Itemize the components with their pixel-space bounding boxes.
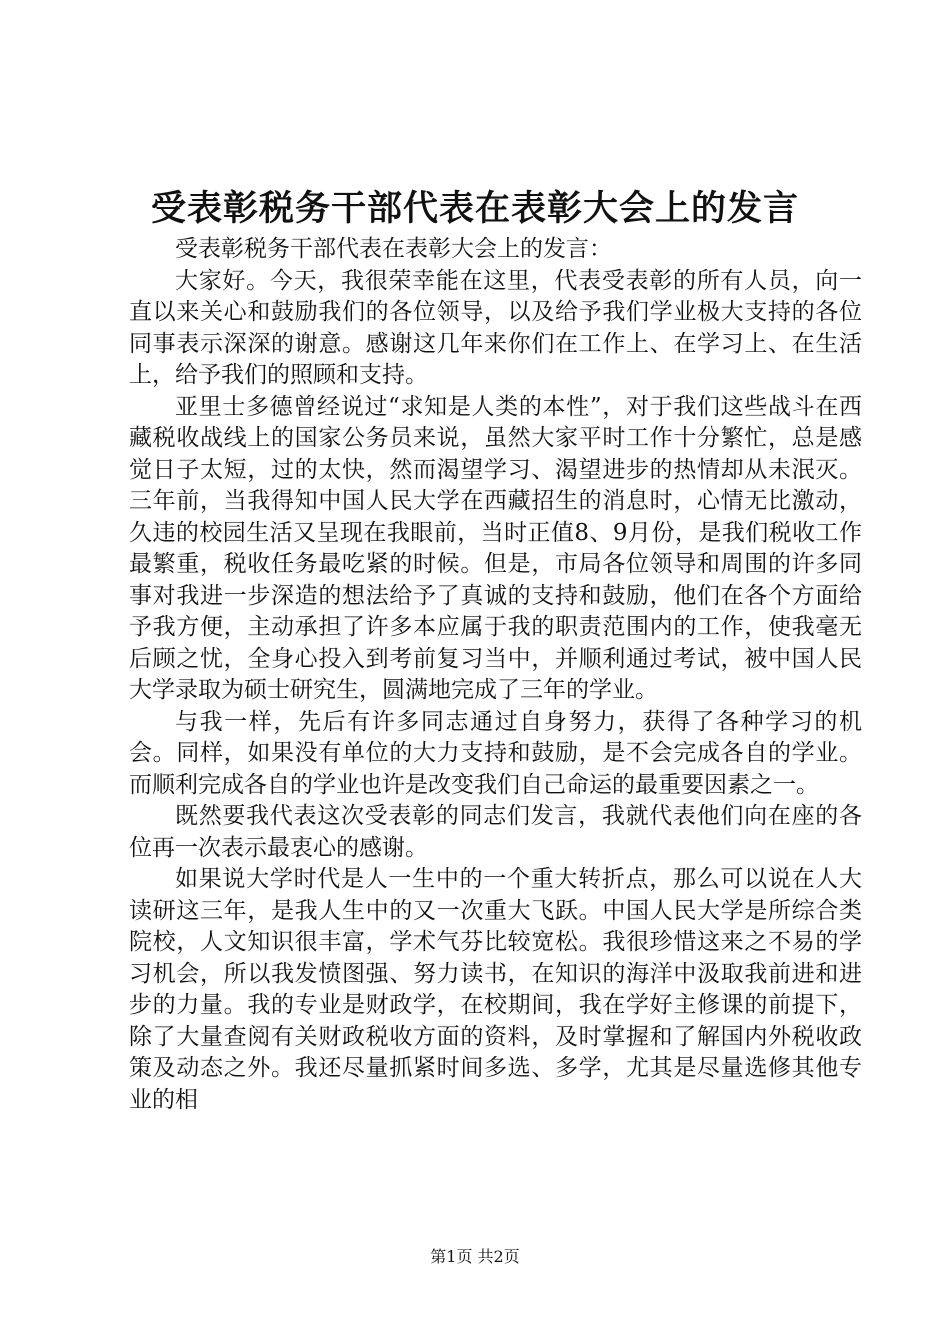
document-body	[129, 234, 862, 1116]
paragraph-aristotle: 亚里士多德曾经说过“求知是人类的本性”，对于我们这些战斗在西藏税收战线上的国家公务员来说，虽然大家平时工作十分繁忙，总是感觉日子太短，过的太快，然而渴望学习、渴望进步的热情却从未泯灭。三年前，当我得知中国人民大学在西藏招生的消息时，心情无比激动，久违的校园生活又呈现在我眼前，当时正值8、9月份，是我们税收工作最繁重，税收任务最吃紧的时候。但是，市局各位领导和周围的许多同事对我进一步深造的想法给予了真诚的支持和鼓励，他们在各个方面给予我方便，主动承担了许多本应属于我的职责范围内的工作，使我毫无后顾之忧，全身心投入到考前复习当中，并顺利通过考试，被中国人民大学录取为硕士研究生，圆满地完成了三年的学业。	[129, 393, 862, 703]
paragraph-salutation-heading: 受表彰税务干部代表在表彰大会上的发言：	[175, 236, 612, 262]
page-number-footer: 第1页 共2页	[430, 1247, 520, 1266]
paragraph-university: 如果说大学时代是人一生中的一个重大转折点，那么可以说在人大读研这三年，是我人生中的又一次重大飞跃。中国人民大学是所综合类院校，人文知识很丰富，学术气芬比较宽松。我很珍惜这来之不易的学习机会，所以我发愤图强、努力读书，在知识的海洋中汲取我前进和进步的力量。我的专业是财政学，在校期间，我在学好主修课的前提下，除了大量查阅有关财政税收方面的资料，及时掌握和了解国内外税收政策及动态之外。我还尽量抓紧时间多选、多学，尤其是尽量选修其他专业的相	[129, 866, 862, 1113]
paragraph-greeting: 大家好。今天，我很荣幸能在这里，代表受表彰的所有人员，向一直以来关心和鼓励我们的各位领导，以及给予我们学业极大支持的各位同事表示深深的谢意。感谢这几年来你们在工作上、在学习上、在生活上，给予我们的照顾和支持。	[129, 267, 862, 388]
document-title: 受表彰税务干部代表在表彰大会上的发言	[150, 188, 799, 229]
paragraph-others-like-me: 与我一样，先后有许多同志通过自身努力，获得了各种学习的机会。同样，如果没有单位的大力支持和鼓励，是不会完成各自的学业。而顺利完成各自的学业也许是改变我们自己命运的最重要因素之一。	[129, 708, 862, 798]
paragraph-thanks: 既然要我代表这次受表彰的同志们发言，我就代表他们向在座的各位再一次表示最衷心的感谢。	[129, 803, 862, 861]
